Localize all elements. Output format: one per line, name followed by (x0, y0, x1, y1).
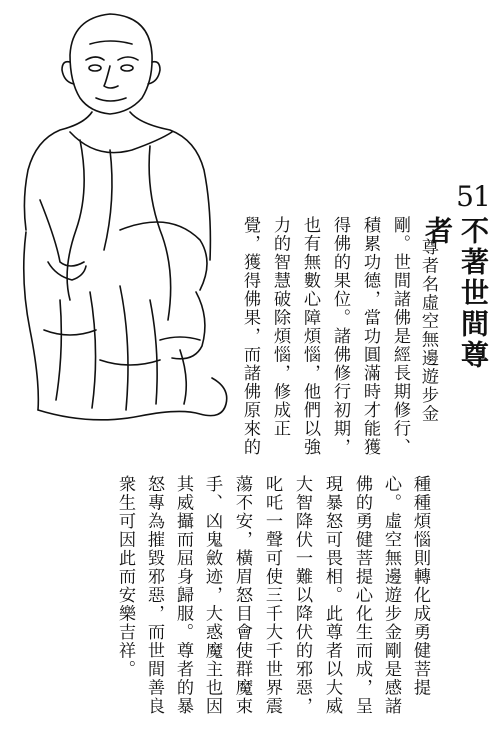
text-column: 大智降伏一難以降伏的邪惡， (292, 475, 312, 716)
text-column: 衆生可因此而安樂吉祥。 (115, 475, 135, 679)
text-column: 得佛的果位。諸佛修行初期， (330, 216, 350, 457)
text-column: 種種煩惱則轉化成勇健菩提 (410, 475, 430, 697)
text-column: 現暴怒可畏相。此尊者以大威 (322, 475, 342, 716)
text-column: 手、凶鬼斂迹，大惑魔主也因 (202, 475, 222, 716)
text-column: 剛。世間諸佛是經長期修行、 (390, 216, 410, 457)
text-column: 怒專為摧毀邪惡，而世間善良 (144, 475, 164, 716)
arhat-title: 不著世間尊者 (421, 216, 490, 371)
text-column: 佛的勇健菩提心化生而成，呈 (352, 475, 372, 716)
arhat-number: 51 (456, 180, 490, 213)
text-column: 力的智慧破除煩惱，修成正 (270, 216, 290, 438)
text-column: 蕩不安，橫眉怒目會使群魔束 (232, 475, 252, 716)
text-column: 心。虛空無邊遊步金剛是感諸 (381, 475, 401, 716)
text-column: 積累功德，當功圓滿時才能獲 (360, 216, 380, 457)
text-column: 其威攝而屈身歸服。尊者的暴 (173, 475, 193, 716)
arhat-illustration (0, 0, 240, 440)
text-column: 覺，獲得佛果，而諸佛原來的 (240, 216, 260, 457)
text-column: 叱吒一聲可使三千大千世界震 (262, 475, 282, 716)
text-column: 也有無數心障煩惱，他們以強 (300, 216, 320, 457)
text-column: 尊者名虛空無邊遊步金 (418, 238, 438, 423)
